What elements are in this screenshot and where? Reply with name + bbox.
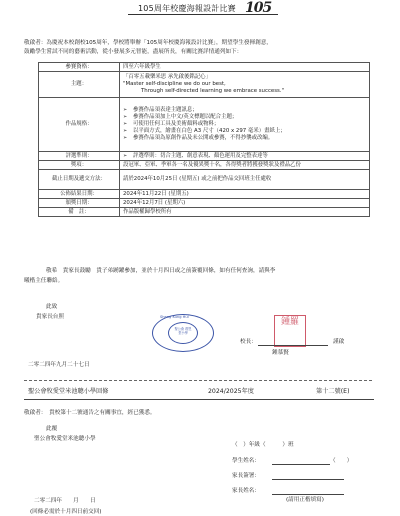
row-label: 公佈結果日期： xyxy=(39,190,120,199)
closing-line-2: 曦楷主任聯絡。 xyxy=(24,278,64,284)
intro-line-1: 敬啟者：為慶祝本校創校105周年，學校將舉辦「105周年校慶海報設計比賽」，期望學生發揮創意， xyxy=(24,40,272,46)
table-row xyxy=(39,161,370,170)
spec-item: ➢ 以平面方式，繪畫在白色 A3 尺寸（420 x 297 毫米）畫紙上； xyxy=(123,128,366,135)
page-header xyxy=(0,0,400,20)
table-row xyxy=(39,152,370,161)
theme-english-1: "Master self-discipline we do our best, xyxy=(123,81,226,87)
spec-item: ➢ 參賽作品須加上中文/英文標題以配合主題； xyxy=(123,114,366,121)
class-field[interactable]: （ ）年級（ ）班 xyxy=(232,442,294,448)
slip-school-title: 聖公會牧愛堂米池聰小學回條 xyxy=(28,388,109,395)
cut-line xyxy=(24,380,372,381)
table-row xyxy=(39,199,370,208)
student-name-field[interactable] xyxy=(272,464,330,465)
criteria-item: ➢ 評選準則：切合主題、創意表現、顏色運用及完整表達等 xyxy=(123,153,366,160)
theme-english-2: Through self-directed learning we embrace success." xyxy=(141,88,285,94)
principal-label: 校長： xyxy=(240,339,257,345)
closing-line-1: 敬希 貴家長鼓勵 貴子弟踴躍參加，並於十月四日或之前簽覆回條，如有任何查詢，請與李 xyxy=(46,268,276,274)
slip-bottom-note: (回條必需於十月四日前交回) xyxy=(30,509,102,515)
row-label: 頒獎日期： xyxy=(39,199,120,208)
parent-name-label: 家長姓名： xyxy=(232,488,260,494)
student-name-label: 學生姓名： xyxy=(232,458,260,464)
table-row xyxy=(39,208,370,217)
spec-item: ➢ 可使用任何工具及美術顏料或物料； xyxy=(123,121,366,128)
principal-suffix: 謹啟 xyxy=(333,339,345,345)
slip-notice-number: 第十二號(E) xyxy=(316,388,350,395)
header-underline xyxy=(128,14,278,15)
page-title: 105周年校慶海報設計比賽 xyxy=(138,4,236,13)
row-value: 設冠軍、亞軍、季軍各一名及優異獎十名，各得獎者將獲發獎狀及禮品乙份 xyxy=(120,161,370,170)
row-label: 主題： xyxy=(39,72,120,98)
row-label: 截止日期及遞交方法： xyxy=(39,170,120,190)
table-row xyxy=(39,190,370,199)
slip-header-rule xyxy=(24,399,374,400)
spec-item: ➢ 參賽作品須為原創作品及未公開或參賽，不得抄襲或改編。 xyxy=(123,135,366,142)
table-row xyxy=(39,72,370,98)
table-row xyxy=(39,63,370,72)
row-value: 作品版權歸學校所有 xyxy=(120,208,370,217)
table-row xyxy=(39,170,370,190)
student-number-field[interactable]: （ ） xyxy=(330,458,353,464)
seal-top-text: Sheng Kung Hui xyxy=(160,315,189,319)
slip-date: 二零二四年 月 日 xyxy=(34,498,96,504)
row-value: 2024年11月22日 (星期五) xyxy=(120,190,370,199)
row-value: 2024年12月7日 (星期六) xyxy=(120,199,370,208)
row-label: 獎項： xyxy=(39,161,120,170)
info-table xyxy=(38,62,370,217)
parent-name-field[interactable] xyxy=(272,494,344,495)
parent-signature-field[interactable] xyxy=(272,479,344,480)
row-label: 作品規格： xyxy=(39,98,120,152)
row-value: 請於2024年10月25日 (星期五) 或之前把作品交回班主任處收 xyxy=(120,170,370,190)
row-label: 參賽資格： xyxy=(39,63,120,72)
slip-acknowledgement: 敬啟者： 貴校第十二號通告之有關事宜，經已獲悉。 xyxy=(24,410,156,416)
slip-reply-2: 聖公會牧愛堂米池聰小學 xyxy=(34,436,96,442)
principal-stamp: 鍾羅 xyxy=(274,315,306,347)
spec-item: ➢ 參賽作品須表達主題訊息； xyxy=(123,107,366,114)
theme-chinese: 「百零五載樂米思 承先啟後銘記心」 xyxy=(123,74,211,80)
row-label: 備 註： xyxy=(39,208,120,217)
intro-line-2: 鼓勵學生嘗試不同的藝術活動，從小發展多元智能，盡展所長，有關比賽詳情通列如下： xyxy=(24,49,243,55)
row-label: 評選準則： xyxy=(39,152,120,161)
notice-date: 二零二四年九月二十七日 xyxy=(28,362,90,368)
table-row xyxy=(39,98,370,152)
row-value: 四至六年級學生 xyxy=(120,63,370,72)
slip-reply-1: 此覆 xyxy=(46,426,58,432)
anniversary-logo: 105 xyxy=(245,0,272,16)
parent-signature-label: 家長簽署： xyxy=(232,473,260,479)
seal-middle-text: 聖公會 救恩堂小學 xyxy=(174,327,192,335)
salutation-line-2: 貴家長台照 xyxy=(36,314,64,320)
slip-year: 2024/2025年度 xyxy=(208,388,254,395)
salutation-line-1: 此致 xyxy=(46,304,58,310)
principal-name: 鍾慕賢 xyxy=(272,350,289,356)
signature-line xyxy=(258,345,328,346)
parent-name-note: (請用正楷填寫) xyxy=(286,497,324,503)
